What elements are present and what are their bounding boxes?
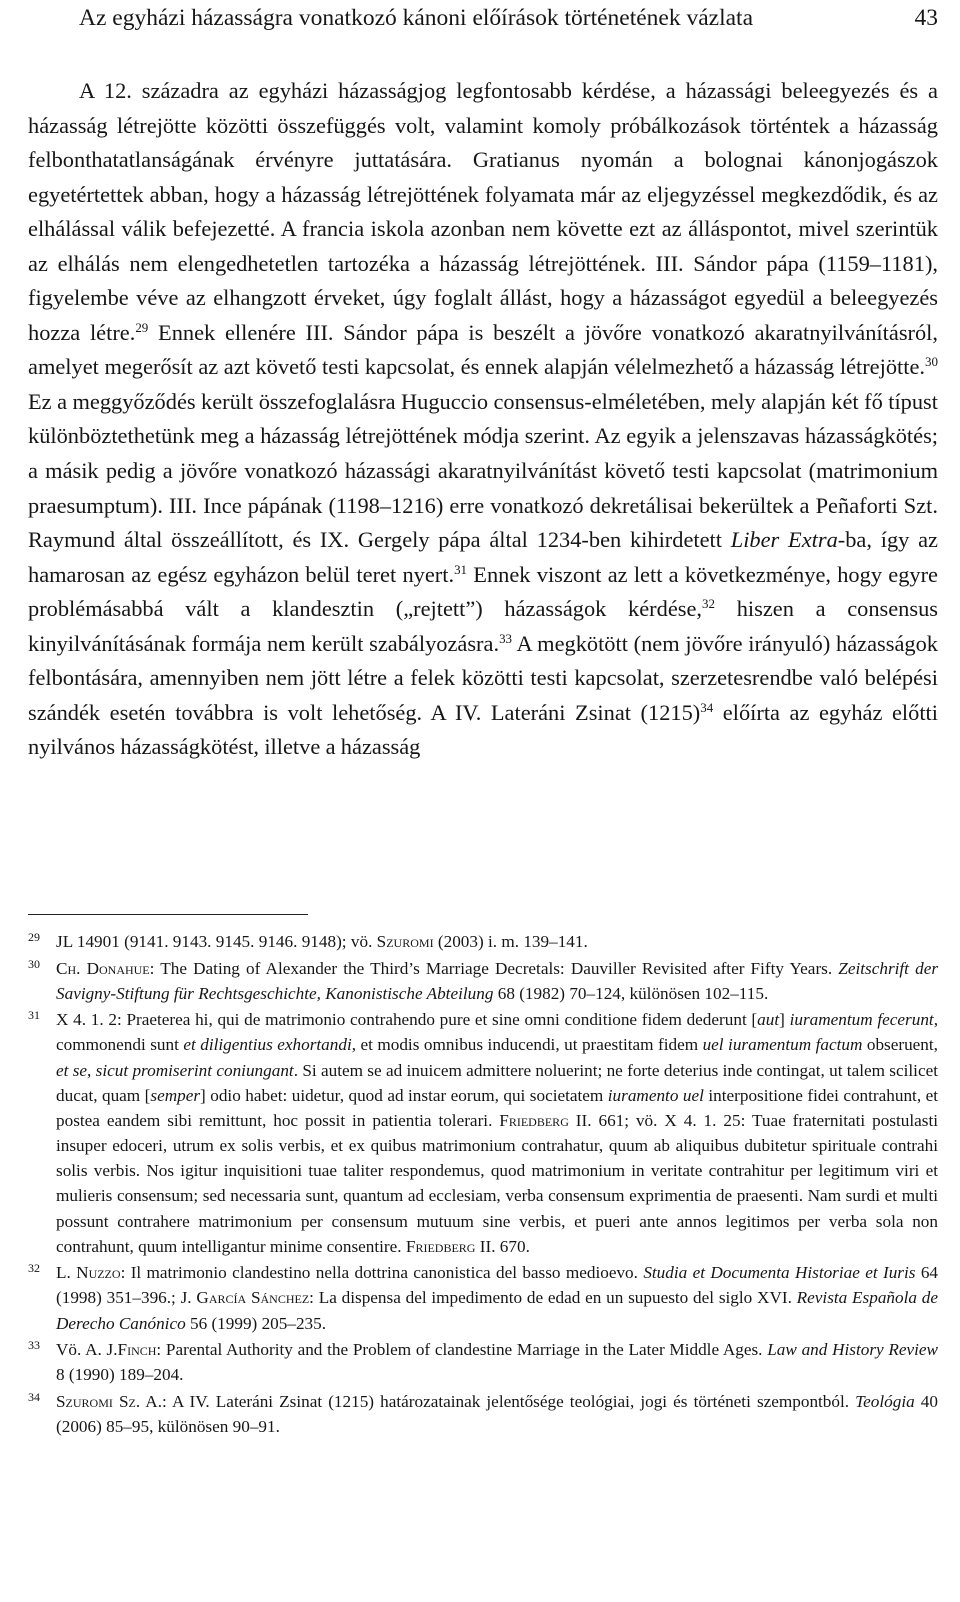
footnote-segment: Vö. A. J. — [56, 1340, 118, 1360]
footnote-segment: iuramento uel — [607, 1085, 704, 1105]
body-text-segment: előírta az egyház előtti nyilvános házasságkötést, illetve a házasság — [28, 699, 938, 760]
footnote-29 — [28, 929, 938, 954]
footnote-number: 30 — [28, 956, 40, 971]
footnote-segment: ] — [779, 1010, 790, 1030]
page-number: 43 — [914, 5, 938, 31]
footnote-text — [56, 956, 938, 1006]
footnote-33 — [28, 1337, 938, 1387]
footnote-segment: 68 (1982) 70–124, különösen 102–115. — [493, 983, 769, 1003]
footnote-segment: : Parental Authority and the Problem of clandestine Marriage in the Later Middle Ages. — [156, 1340, 768, 1360]
footnote-segment: II. 661; vö. X 4. 1. 25: Tuae fraternitati postulasti insuper edoceri, utrum ex solis verbis, et ex quibus matrimonium contrahatur, quum ab aliquibus dubitetur spirituale contrahi solis verbis. Nos igitur inquisitioni tuae taliter respondemus, quod matrimonium in veritate contrahitur per legitimum viri et mulieris consensum; sed necessaria sunt, quantum ad ecclesiam, verba consensum exprimentia de praesenti. Nam surdi et multi possunt contrahere matrimonium per consensum mutuum sine verbis, et pueri ante annos legitimos per verba sola non contrahunt, quum intelligantur minime consentire. — [56, 1110, 938, 1256]
body-text-segment: Ez a meggyőződés került összefoglalásra Huguccio consensus-elméletében, mely alapján két fő típust különböztethetünk meg a házasság létrejöttének módja szerint. Az egyik a jelenszavas házasságkötés; a másik pedig a jövőre vonatkozó házassági akaratnyilvánítást követő testi kapcsolat (matrimonium praesumptum). III. Ince pápának (1198–1216) erre vonatkozó dekretálisai bekerültek a Peñaforti Szt. Raymund által összeállított, és IX. Gergely pápa által 1234-ben kihirdetett — [28, 388, 938, 553]
body-text-segment: Ennek viszont az lett a következménye, hogy egyre problémásabbá vált a klandesztin („rejtett”) házasságok kérdése, — [28, 561, 938, 622]
footnotes-section — [28, 929, 938, 1440]
footnote-segment: García Sánchez — [196, 1288, 310, 1308]
main-text — [28, 74, 938, 765]
footnote-segment: , et modis omnibus inducendi, ut praestitam fidem — [351, 1035, 703, 1055]
footnote-number: 34 — [28, 1389, 40, 1404]
footnote-segment: Zeitschrift der Savigny-Stiftung für Rechtsgeschichte, Kanonistische Abteilung — [56, 958, 939, 1003]
footnote-text — [56, 1389, 938, 1439]
footnote-segment: II. 670. — [475, 1236, 530, 1256]
footnote-text — [56, 1260, 938, 1335]
footnote-segment: Szuromi — [376, 932, 434, 951]
footnote-ref-30[interactable]: 30 — [925, 354, 938, 370]
footnote-segment: 40 (2006) 85–95, különösen 90–91. — [56, 1391, 938, 1436]
body-text-segment: hiszen a consensus kinyilvánításának formája nem került szabályozásra. — [28, 596, 938, 656]
footnote-segment: : The Dating of Alexander the Third’s Marriage Decretals: Dauviller Revisited after Fifty Years. — [149, 958, 839, 978]
footnote-34 — [28, 1389, 938, 1439]
footnote-segment: uel iuramentum factum — [702, 1035, 863, 1055]
footnote-segment: Friedberg — [405, 1236, 476, 1256]
footnote-31 — [28, 1007, 938, 1259]
footnote-segment: sicut promiserint coniungant — [95, 1060, 294, 1080]
footnote-number: 31 — [28, 1008, 40, 1023]
running-header-title: Az egyházi házasságra vonatkozó kánoni előírások történetének vázlata — [79, 5, 754, 31]
footnote-number: 33 — [28, 1338, 40, 1353]
footnote-segment: , commonendi sunt — [56, 1010, 938, 1055]
footnote-ref-34[interactable]: 34 — [700, 699, 714, 715]
footnote-segment: Law and History Review — [767, 1340, 938, 1360]
footnote-segment: : A IV. Lateráni Zsinat (1215) határozatainak jelentősége teológiai, jogi és történeti szempontból. — [162, 1391, 856, 1411]
body-italic-title: Liber Extra — [730, 527, 838, 553]
footnote-segment: Studia et Documenta Historiae et Iuris — [643, 1263, 916, 1283]
footnote-segment: et diligentius exhortandi — [183, 1035, 352, 1055]
running-header — [28, 3, 938, 33]
footnote-separator — [28, 914, 308, 915]
footnote-segment: Friedberg — [499, 1110, 569, 1130]
footnote-segment: : Il matrimonio clandestino nella dottrina canonistica del basso medioevo. — [120, 1263, 644, 1283]
footnote-segment: (2003) i. m. 139–141. — [433, 932, 588, 951]
footnote-segment: iuramentum fecerunt — [789, 1010, 934, 1030]
footnote-segment: obseruent, — [862, 1035, 938, 1055]
footnote-ref-29[interactable]: 29 — [135, 319, 149, 335]
body-text-segment: -ba, így az hamarosan az egész egyházon belül teret nyert. — [28, 527, 938, 587]
footnote-segment: 8 (1990) 189–204. — [56, 1365, 184, 1385]
body-text-segment: A megkötött (nem jövőre irányuló) házasságok felbontására, amennyiben nem jött létre a felek közötti testi kapcsolat, szerzetesrendbe való belépési szándék esetén továbbra is volt lehetőség. A IV. Lateráni Zsinat (1215) — [28, 630, 938, 725]
footnote-segment: X 4. 1. 2: Praeterea hi, qui de matrimonio contrahendo pure et sine omni conditione fidem dederunt [ — [56, 1010, 758, 1030]
footnote-segment: 56 (1999) 205–235. — [185, 1313, 327, 1333]
footnote-segment: 64 (1998) 351–396.; J. — [56, 1263, 939, 1308]
body-paragraph — [28, 74, 938, 765]
footnote-number: 29 — [28, 930, 40, 944]
footnote-segment: aut — [757, 1010, 780, 1030]
footnote-segment: Teológia — [855, 1391, 915, 1411]
footnote-text — [56, 929, 938, 954]
body-text-segment: A 12. századra az egyházi házasságjog legfontosabb kérdése, a házassági beleegyezés és a házasság létrejötte közötti összefüggés volt, valamint komoly próbálkozások történtek a házasság felbonthatatlanságának érvényre juttatására. Gratianus nyomán a bolognai kánonjogászok egyetértettek abban, hogy a házasság létrejöttének folyamata már az eljegyzéssel megkezdődik, és az elhálással válik befejezetté. A francia iskola azonban nem követte ezt az álláspontot, mivel szerintük az elhálás nem elengedhetetlen tartozéka a házasság létrejöttének. III. Sándor pápa (1159–1181), figyelembe véve az elhangzott érveket, úgy foglalt állást, hogy a házasságot egyedül a beleegyezés hozza létre. — [28, 78, 938, 345]
footnote-segment: Finch — [117, 1340, 157, 1360]
footnote-segment: JL 14901 (9141. 9143. 9145. 9146. 9148); vö. — [56, 932, 377, 951]
footnote-segment: L. Nuzzo — [56, 1263, 121, 1283]
footnote-segment: semper — [150, 1085, 201, 1105]
footnote-segment: , — [87, 1060, 96, 1080]
footnote-segment: : La dispensa del impedimento de edad en un supuesto del siglo XVI. — [309, 1288, 797, 1308]
footnote-segment: ] odio habet: uidetur, quod ad instar eorum, qui societatem — [200, 1085, 608, 1105]
footnote-segment: interpositione fidei contrahunt, et postea eandem sibi remittunt, hoc possit in patientia tolerari. — [56, 1085, 938, 1130]
footnote-ref-32[interactable]: 32 — [702, 596, 716, 612]
footnote-ref-31[interactable]: 31 — [454, 561, 468, 577]
footnote-segment: Revista Española de Derecho Canónico — [56, 1288, 938, 1333]
footnote-ref-33[interactable]: 33 — [499, 630, 513, 646]
footnote-30 — [28, 956, 938, 1006]
footnote-segment: Ch. Donahue — [56, 958, 150, 978]
footnote-segment: et se — [56, 1060, 88, 1080]
footnote-number: 32 — [28, 1261, 40, 1276]
footnote-text — [56, 1007, 938, 1259]
footnote-segment: . Si autem se ad inuicem admittere noluerint; ne forte deterius inde contingat, ut talem scilicet ducat, quam [ — [56, 1060, 938, 1105]
footnote-text — [56, 1337, 938, 1387]
footnote-32 — [28, 1260, 938, 1335]
body-text-segment: Ennek ellenére III. Sándor pápa is beszélt a jövőre vonatkozó akaratnyilvánításról, amelyet megerősít az azt követő testi kapcsolat, és ennek alapján vélelmezhető a házasság létrejötte. — [28, 319, 938, 380]
footnote-segment: Szuromi Sz. A. — [56, 1391, 163, 1411]
